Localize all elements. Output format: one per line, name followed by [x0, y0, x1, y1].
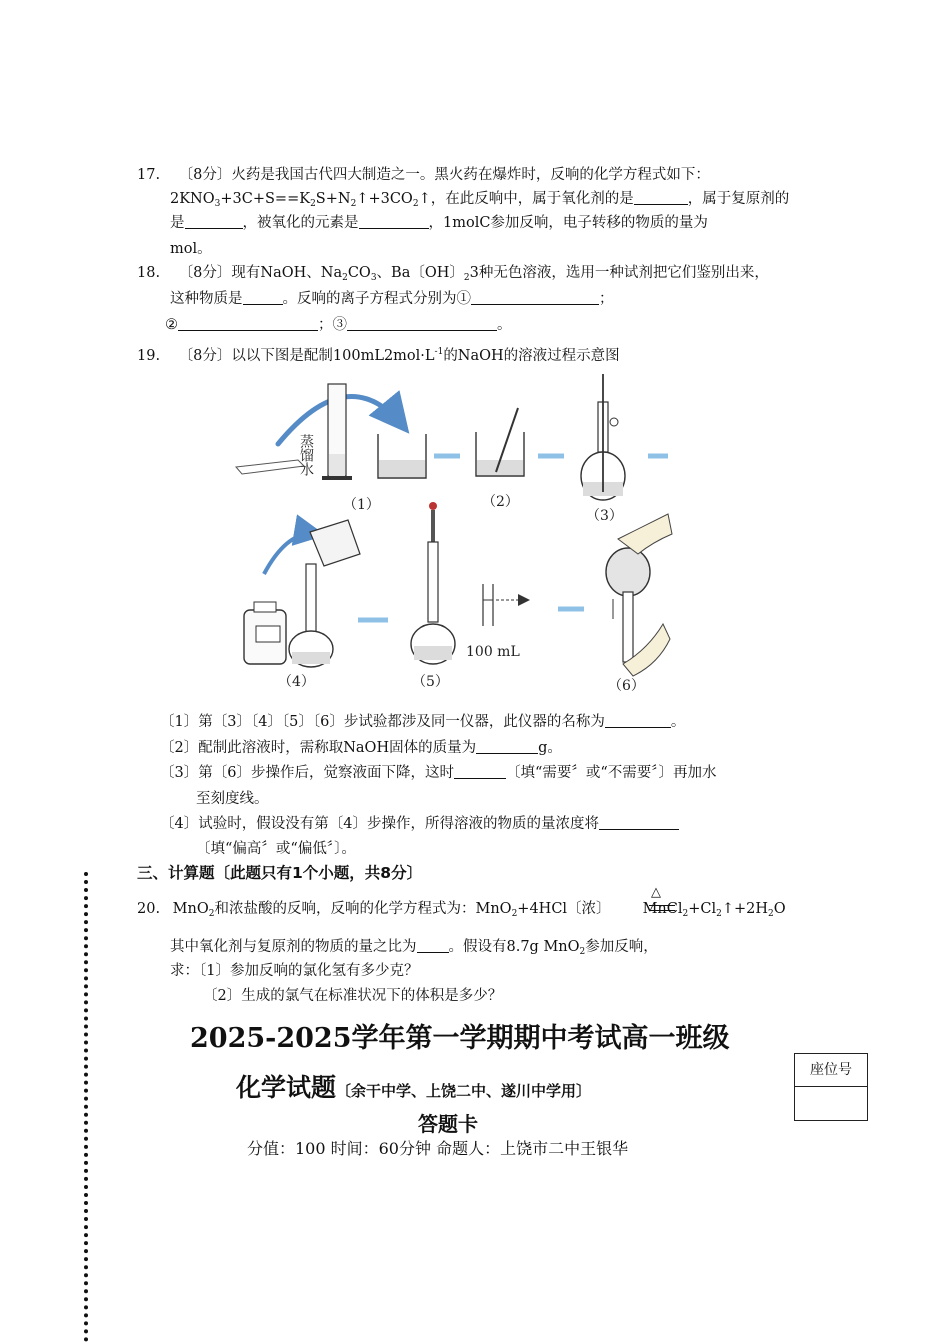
q18-blank-eq2[interactable] — [178, 316, 318, 331]
caption-step2: （2） — [482, 494, 519, 510]
q17-line1: 17. 〔8分〕火药是我国古代四大制造之一。黑火药在爆炸时，反响的化学方程式如下： — [137, 167, 710, 183]
q19-number: 19. — [137, 348, 161, 364]
q19-blank-need-water[interactable] — [454, 764, 506, 779]
q19-sub4: 〔4〕试验时，假设没有第〔4〕步操作，所得溶液的物质的量浓度将 — [160, 815, 679, 833]
caption-step1: （1） — [343, 497, 380, 513]
q20-line1: 20. MnO$_2$和浓盐酸的反响，反响的化学方程式为：MnO$_2$+4HCl〔浓〕 $MnCl_2+Cl_2↑+2H_2O$ — [137, 901, 786, 919]
label-distilled-water: 蒸馏水 — [298, 434, 314, 476]
q19-blank-mass[interactable] — [476, 739, 538, 754]
q20-number: 20. — [137, 901, 161, 917]
step5-illustration — [411, 502, 584, 664]
subject-title: 化学试题〔余干中学、上饶二中、遂川中学用〕 — [236, 1073, 592, 1102]
q20-line4: 〔2〕生成的氯气在标准状况下的体积是多少？ — [203, 988, 503, 1004]
q18-line2: 这种物质是 。反响的离子方程式分别为① ； — [170, 291, 614, 307]
answer-card-label: 答题卡 — [418, 1112, 478, 1136]
seat-number-field[interactable] — [795, 1087, 867, 1119]
section3-heading: 三、计算题〔此题只有1个小题，共8分〕 — [137, 864, 423, 882]
q18-number: 18. — [137, 265, 161, 281]
q19-sub3: 〔3〕第〔6〕步操作后，觉察液面下降，这时 〔填“需要〞或“不需要〞〕再加水 — [160, 765, 717, 781]
q18-blank-reagent[interactable] — [243, 290, 283, 305]
q18-blank-eq3[interactable] — [347, 316, 497, 331]
step3-illustration — [581, 374, 668, 500]
equation-double-line — [649, 905, 675, 911]
exam-meta: 分值：100 时间：60分钟 命题人：上饶市二中王银华 — [247, 1139, 629, 1158]
seat-number-label: 座位号 — [795, 1054, 867, 1087]
solution-preparation-diagram — [228, 364, 688, 700]
step2-illustration — [476, 408, 564, 476]
binding-dotted-line — [84, 872, 88, 1342]
q19-sub4-cont: 〔填“偏高〞或“偏低〞〕。 — [196, 841, 356, 857]
q19-sub3-cont: 至刻度线。 — [196, 791, 269, 807]
q18-blank-eq1[interactable] — [471, 290, 599, 305]
caption-step3: （3） — [586, 508, 623, 524]
step4-illustration — [244, 520, 388, 667]
q20-line3: 求：〔1〕参加反响的氯化氢有多少克？ — [170, 963, 419, 979]
q18-line1: 18. 〔8分〕现有NaOH、$Na_2CO_3$、Ba〔OH〕$_2$3种无色溶液，选用一种试剂把它们鉴别出来， — [137, 265, 769, 283]
caption-step6: （6） — [608, 678, 645, 694]
q19-blank-concentration[interactable] — [599, 815, 679, 830]
caption-step4: （4） — [278, 674, 315, 690]
label-100ml: 100 mL — [466, 644, 520, 660]
q17-number: 17. — [137, 167, 161, 183]
q19-blank-instrument[interactable] — [605, 713, 671, 728]
q17-blank-oxidant[interactable] — [634, 190, 688, 205]
exam-title: 2025-2025学年第一学期期中考试高一班级 — [190, 1023, 730, 1054]
seat-number-box — [794, 1053, 868, 1121]
q17-blank-element[interactable] — [359, 214, 429, 229]
q19-line1: 19. 〔8分〕以以下图是配制$100mL2mol\cdot L^{-1}$的NaOH的溶液过程示意图 — [137, 347, 620, 364]
heat-symbol: △ — [651, 885, 661, 900]
q17-line4: mol。 — [170, 241, 212, 257]
q19-sub2: 〔2〕配制此溶液时，需称取NaOH固体的质量为 g。 — [160, 740, 562, 756]
caption-step5: （5） — [412, 674, 449, 690]
q17-line2: $2KNO_3+3C+S==K_2S+N_2↑+3CO_2↑$，在此反响中，属于氧化剂的是 ，属于复原剂的 — [170, 191, 790, 209]
q17-line3: 是 ，被氧化的元素是 ，1molC参加反响，电子转移的物质的量为 — [170, 215, 708, 231]
step6-illustration — [606, 514, 672, 676]
q17-blank-reductant[interactable] — [185, 214, 243, 229]
q20-line2: 其中氧化剂与复原剂的物质的量之比为 。假设有8.7g MnO$_2$参加反响， — [170, 939, 658, 957]
step1-illustration — [236, 384, 460, 480]
q19-sub1: 〔1〕第〔3〕〔4〕〔5〕〔6〕步试验都涉及同一仪器，此仪器的名称为 。 — [160, 714, 686, 730]
q18-line3: ② ；③ 。 — [165, 317, 512, 333]
q20-blank-ratio[interactable] — [417, 938, 449, 953]
